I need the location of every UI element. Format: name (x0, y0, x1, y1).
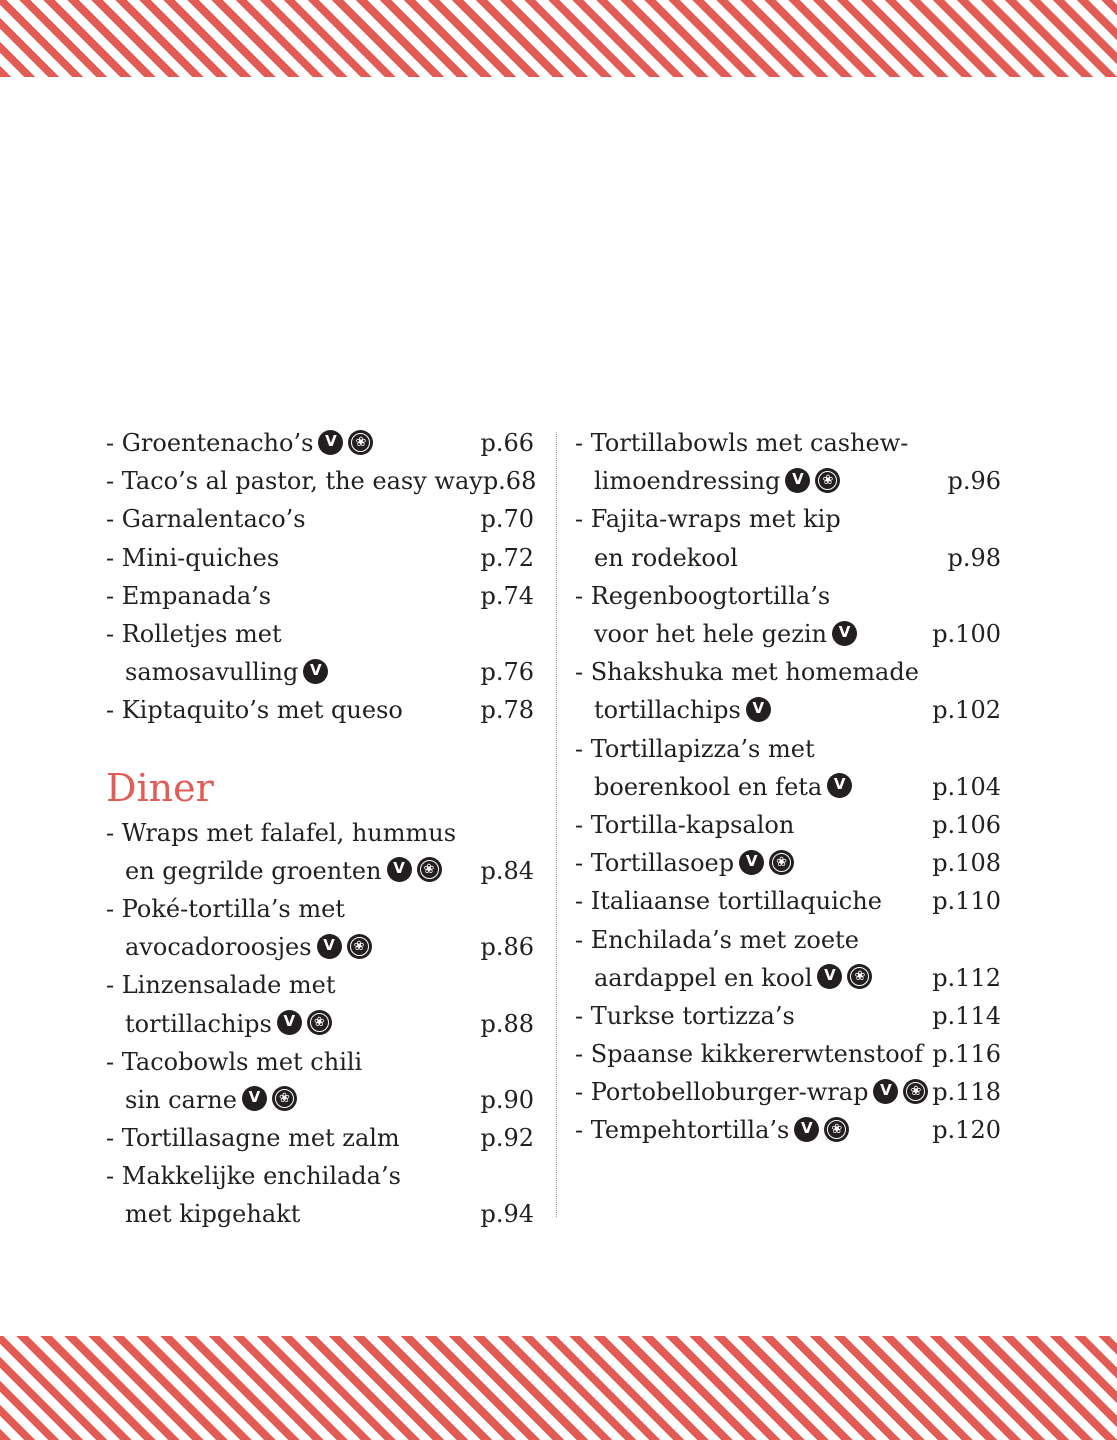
freezable-icon: ❀ (903, 1079, 928, 1104)
recipe-line (575, 1035, 1001, 1073)
recipe-line (106, 814, 534, 852)
recipe-list-diner (106, 814, 534, 1234)
recipe-line-continued (106, 1081, 534, 1119)
recipe-line-continued (575, 691, 1001, 729)
recipe-title: voor het hele gezin (594, 620, 828, 649)
vegetarian-icon: V (785, 468, 810, 493)
page-number: p.70 (480, 505, 534, 534)
recipe-entry (575, 882, 1001, 920)
recipe-entry (106, 1119, 534, 1157)
recipe-entry (575, 1035, 1001, 1073)
recipe-line-continued (575, 768, 1001, 806)
recipe-list-right (575, 424, 1001, 1150)
recipe-title: - Tempehtortilla’s (575, 1116, 790, 1145)
top-stripe-border (0, 0, 1117, 77)
vegetarian-icon: V (277, 1010, 302, 1035)
recipe-line (575, 997, 1001, 1035)
recipe-title: - Portobelloburger-wrap (575, 1078, 869, 1107)
freezable-icon: ❀ (815, 468, 840, 493)
page-number: p.94 (480, 1200, 534, 1229)
recipe-title: - Groentenacho’s (106, 429, 314, 458)
recipe-line (106, 1043, 534, 1081)
recipe-entry (575, 997, 1001, 1035)
freezable-icon: ❀ (824, 1117, 849, 1142)
recipe-entry (575, 653, 1001, 729)
recipe-line-continued (575, 615, 1001, 653)
recipe-line (106, 500, 534, 538)
freezable-icon: ❀ (417, 857, 442, 882)
recipe-title: - Makkelijke enchilada’s (106, 1162, 401, 1191)
recipe-line (106, 1157, 534, 1195)
recipe-title: - Linzensalade met (106, 971, 336, 1000)
recipe-entry (106, 539, 534, 577)
page-number: p.104 (932, 772, 1001, 801)
recipe-title: - Tortillasoep (575, 849, 735, 878)
page-number: p.74 (480, 581, 534, 610)
recipe-title: - Mini-quiches (106, 543, 280, 572)
recipe-entry (575, 730, 1001, 806)
recipe-entry (106, 615, 534, 691)
recipe-line-continued (106, 1004, 534, 1042)
recipe-title: - Poké-tortilla’s met (106, 894, 345, 923)
page-number: p.76 (480, 658, 534, 687)
recipe-entry (575, 577, 1001, 653)
section-title-diner: Diner (106, 765, 214, 810)
recipe-line (106, 462, 537, 500)
recipe-entry (106, 424, 534, 462)
page-number: p.96 (947, 467, 1001, 496)
page-number: p.110 (932, 887, 1001, 916)
page-number: p.116 (932, 1040, 1001, 1069)
recipe-entry (106, 966, 534, 1042)
recipe-line (575, 1073, 1001, 1111)
bottom-stripe-border (0, 1336, 1117, 1440)
recipe-line-continued (106, 1195, 534, 1233)
vegetarian-icon: V (817, 964, 842, 989)
recipe-line-continued (575, 959, 1001, 997)
recipe-line (575, 653, 1001, 691)
recipe-line (106, 539, 534, 577)
page-number: p.112 (932, 963, 1001, 992)
recipe-line (575, 1111, 1001, 1149)
recipe-title: - Taco’s al pastor, the easy way (106, 467, 483, 496)
recipe-line (575, 424, 1001, 462)
recipe-title: - Garnalentaco’s (106, 505, 306, 534)
page-number: p.86 (480, 933, 534, 962)
recipe-title: en gegrilde groenten (125, 856, 382, 885)
recipe-line (106, 890, 534, 928)
recipe-title: - Enchilada’s met zoete (575, 925, 859, 954)
recipe-title: - Empanada’s (106, 581, 272, 610)
freezable-icon: ❀ (348, 430, 373, 455)
recipe-title: - Italiaanse tortillaquiche (575, 887, 882, 916)
freezable-icon: ❀ (307, 1010, 332, 1035)
recipe-title: - Shakshuka met homemade (575, 658, 919, 687)
recipe-line (106, 691, 534, 729)
recipe-title: - Tortillapizza’s met (575, 734, 815, 763)
vegetarian-icon: V (794, 1117, 819, 1142)
recipe-entry (575, 806, 1001, 844)
recipe-line (575, 806, 1001, 844)
recipe-entry (575, 1111, 1001, 1149)
page-number: p.120 (932, 1116, 1001, 1145)
recipe-line (575, 577, 1001, 615)
page-number: p.90 (480, 1085, 534, 1114)
page-number: p.78 (480, 696, 534, 725)
recipe-title: - Tortillasagne met zalm (106, 1124, 400, 1153)
page-number: p.72 (480, 543, 534, 572)
vegetarian-icon: V (746, 697, 771, 722)
recipe-title: avocadoroosjes (125, 933, 312, 962)
recipe-line (106, 615, 534, 653)
page-number: p.66 (480, 429, 534, 458)
recipe-line (575, 920, 1001, 958)
page-number: p.68 (482, 467, 537, 496)
recipe-title: tortillachips (594, 696, 741, 725)
page-number: p.98 (947, 543, 1001, 572)
page-number: p.88 (480, 1009, 534, 1038)
page-number: p.106 (932, 810, 1001, 839)
recipe-entry (106, 577, 534, 615)
page-number: p.102 (932, 696, 1001, 725)
recipe-title: sin carne (125, 1085, 237, 1114)
recipe-title: boerenkool en feta (594, 772, 823, 801)
vegetarian-icon: V (827, 773, 852, 798)
column-divider (556, 432, 557, 1217)
vegetarian-icon: V (303, 659, 328, 684)
freezable-icon: ❀ (347, 934, 372, 959)
recipe-entry (106, 814, 534, 890)
page-number: p.100 (932, 620, 1001, 649)
recipe-entry (106, 500, 534, 538)
recipe-entry (575, 424, 1001, 500)
recipe-entry (106, 691, 534, 729)
recipe-title: - Tortillabowls met cashew- (575, 429, 909, 458)
page-number: p.118 (932, 1078, 1001, 1107)
freezable-icon: ❀ (769, 850, 794, 875)
recipe-title: samosavulling (125, 658, 299, 687)
recipe-line (106, 424, 534, 462)
recipe-line (575, 844, 1001, 882)
recipe-entry (106, 1043, 534, 1119)
recipe-title: limoendressing (594, 467, 781, 496)
recipe-line (575, 730, 1001, 768)
vegetarian-icon: V (317, 934, 342, 959)
recipe-title: - Wraps met falafel, hummus (106, 818, 457, 847)
left-column (106, 424, 537, 1234)
recipe-line-continued (106, 852, 534, 890)
recipe-title: en rodekool (594, 543, 738, 572)
freezable-icon: ❀ (272, 1086, 297, 1111)
recipe-line-continued (106, 653, 534, 691)
vegetarian-icon: V (387, 857, 412, 882)
recipe-line-continued (106, 928, 534, 966)
right-column (575, 424, 1001, 1150)
vegetarian-icon: V (832, 621, 857, 646)
recipe-title: - Tacobowls met chili (106, 1047, 363, 1076)
recipe-title: - Kiptaquito’s met queso (106, 696, 403, 725)
recipe-title: met kipgehakt (125, 1200, 301, 1229)
recipe-line-continued (575, 462, 1001, 500)
recipe-entry (575, 844, 1001, 882)
recipe-title: - Regenboogtortilla’s (575, 581, 831, 610)
recipe-entry (575, 1073, 1001, 1111)
recipe-line (575, 500, 1001, 538)
recipe-line (575, 882, 1001, 920)
vegetarian-icon: V (873, 1079, 898, 1104)
freezable-icon: ❀ (847, 964, 872, 989)
vegetarian-icon: V (318, 430, 343, 455)
page-number: p.108 (932, 849, 1001, 878)
recipe-title: aardappel en kool (594, 963, 813, 992)
page-number: p.114 (932, 1001, 1001, 1030)
recipe-title: - Rolletjes met (106, 620, 282, 649)
recipe-line (106, 1119, 534, 1157)
recipe-title: - Tortilla-kapsalon (575, 810, 795, 839)
recipe-entry (106, 890, 534, 966)
recipe-title: - Fajita-wraps met kip (575, 505, 841, 534)
page-number: p.92 (480, 1124, 534, 1153)
recipe-list-top (106, 424, 537, 730)
recipe-line (106, 966, 534, 1004)
recipe-title: tortillachips (125, 1009, 272, 1038)
vegetarian-icon: V (242, 1086, 267, 1111)
recipe-entry (106, 1157, 534, 1233)
recipe-line-continued (575, 539, 1001, 577)
recipe-title: - Turkse tortizza’s (575, 1001, 795, 1030)
recipe-line (106, 577, 534, 615)
page-number: p.84 (480, 856, 534, 885)
recipe-title: - Spaanse kikkererwtenstoof (575, 1040, 924, 1069)
recipe-entry (575, 500, 1001, 576)
recipe-entry (106, 462, 537, 500)
recipe-entry (575, 920, 1001, 996)
vegetarian-icon: V (739, 850, 764, 875)
